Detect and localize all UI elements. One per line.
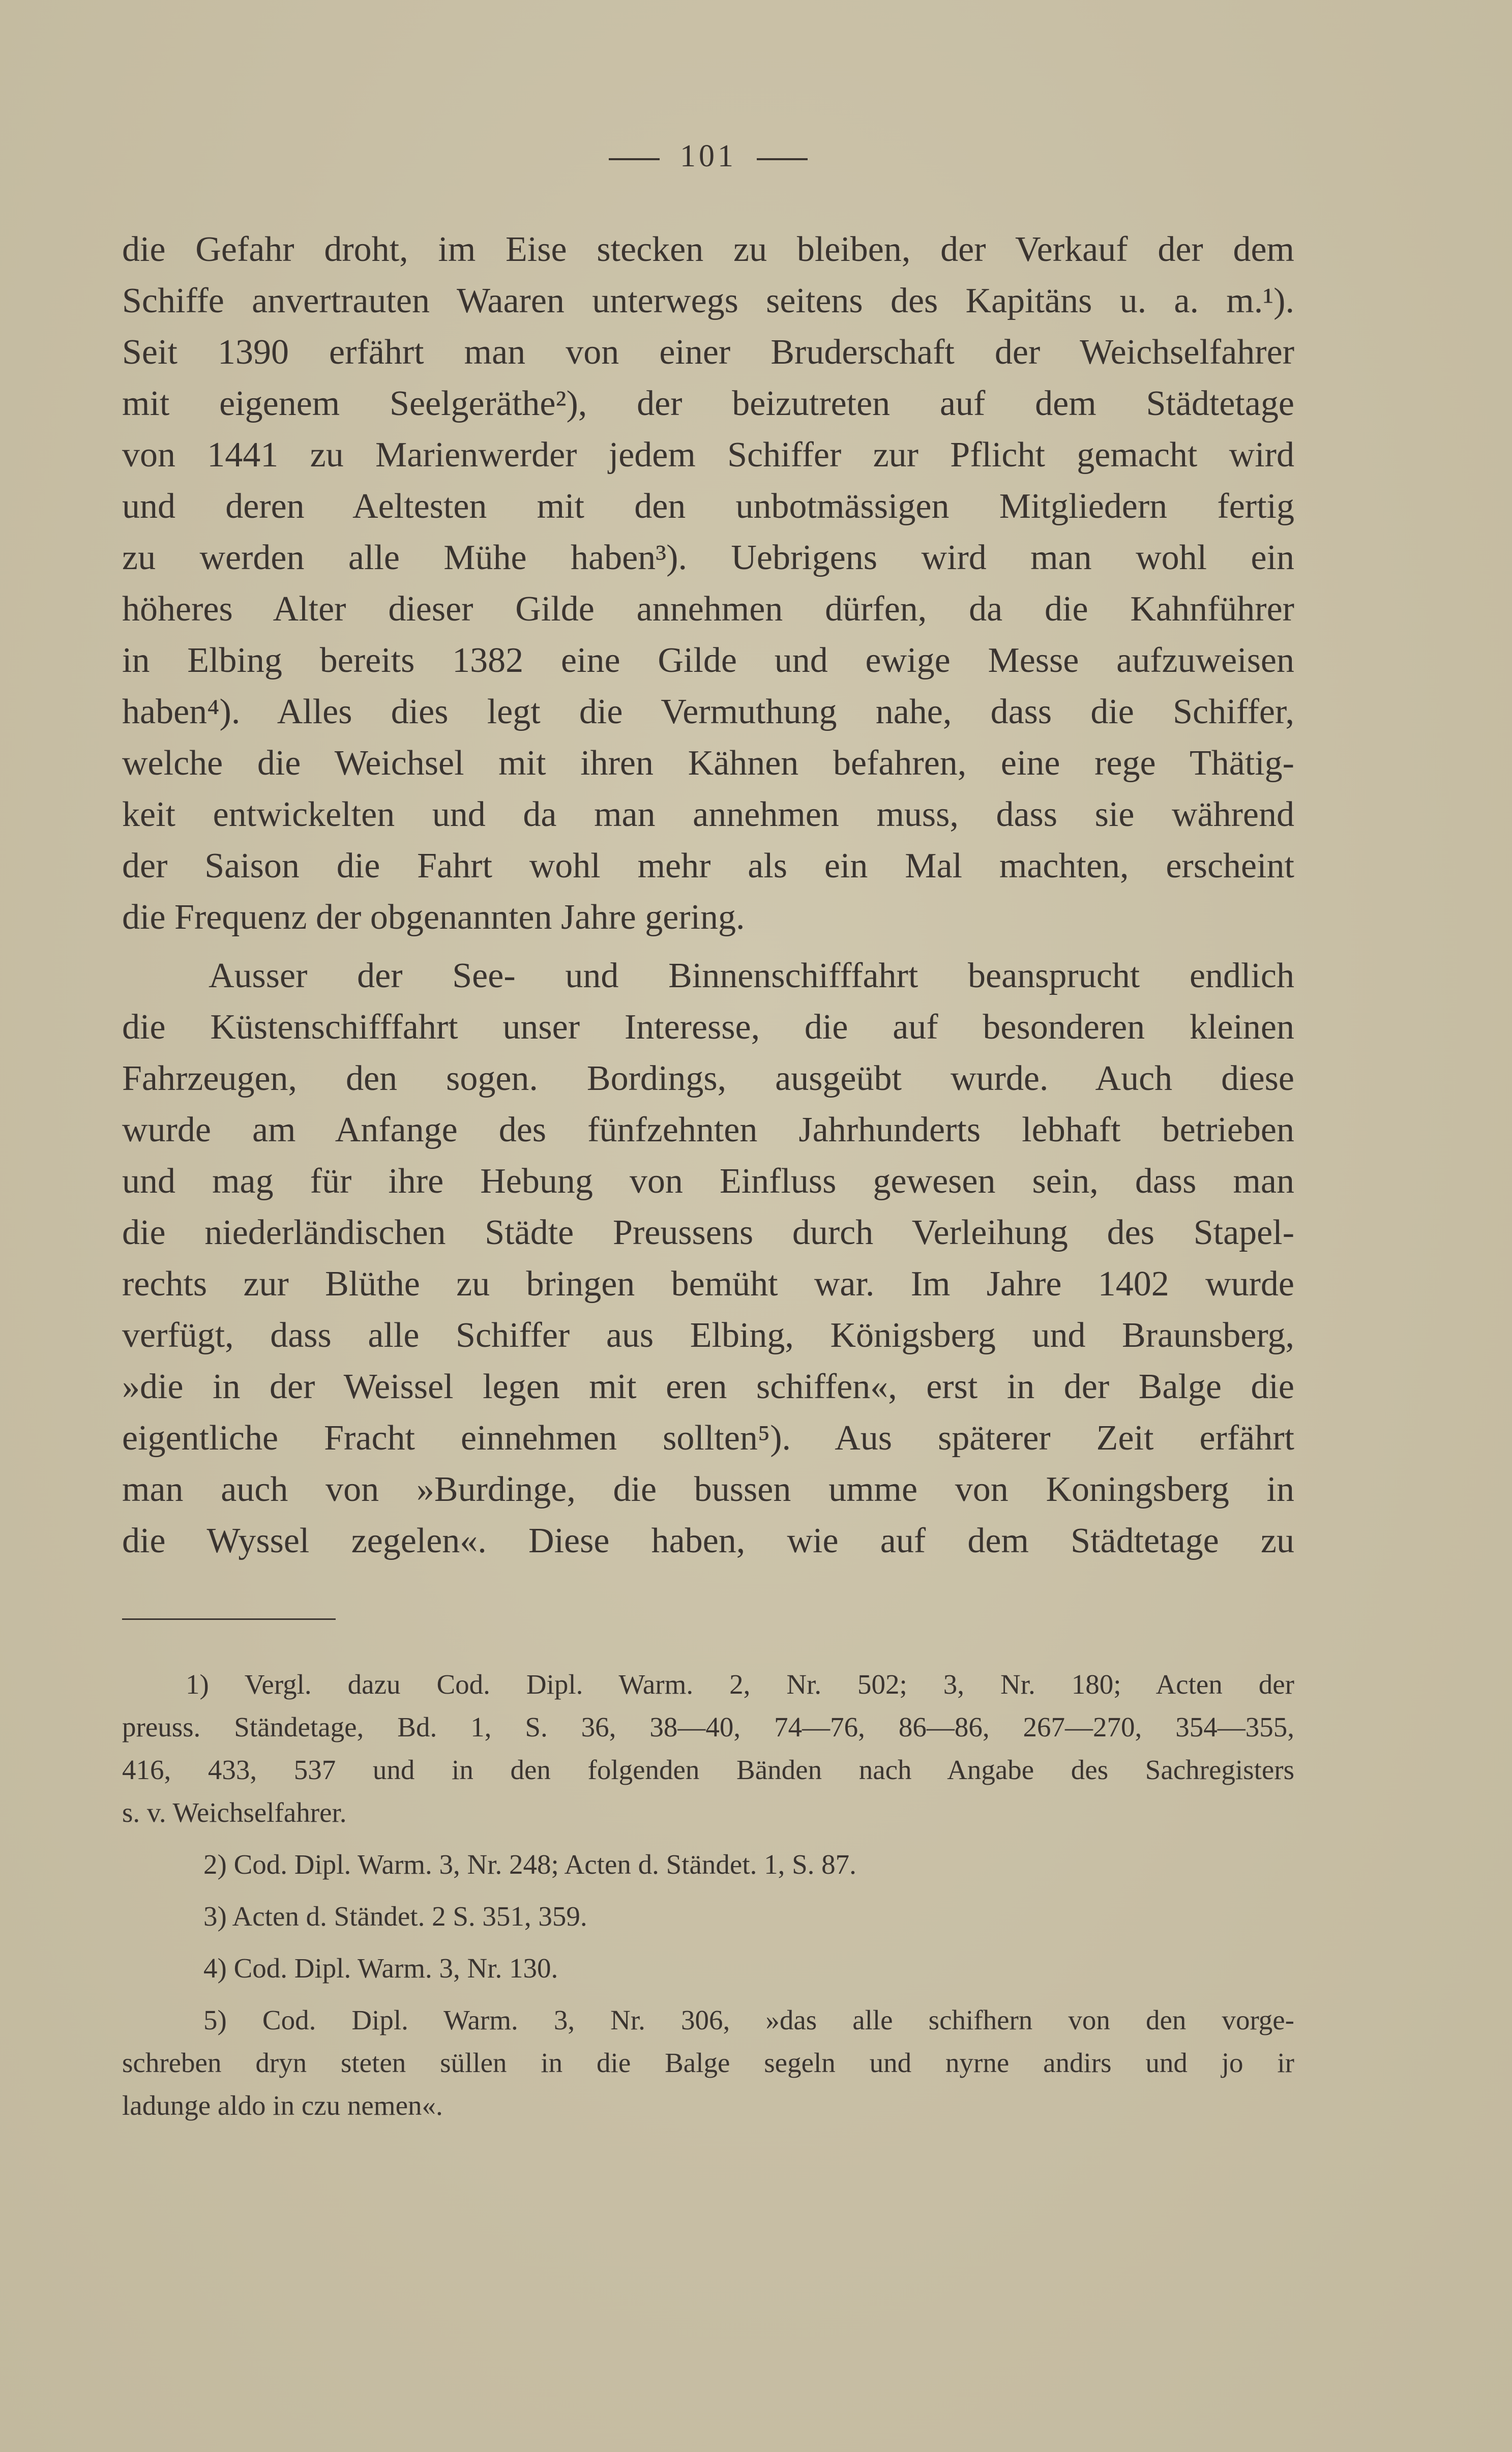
text-line: der Saison die Fahrt wohl mehr als ein Mal machten, erscheint bbox=[122, 846, 1294, 885]
paragraph bbox=[122, 224, 1294, 943]
footnote-4 bbox=[122, 1947, 1294, 1990]
footnote-line: 1) Vergl. dazu Cod. Dipl. Warm. 2, Nr. 502; 3, Nr. 180; Acten der bbox=[186, 1669, 1294, 1700]
footnote-5 bbox=[122, 1999, 1294, 2127]
footnote-2 bbox=[122, 1843, 1294, 1886]
header-dash-left bbox=[609, 158, 660, 160]
footnotes bbox=[122, 1663, 1294, 2136]
footnote-line: 4) Cod. Dipl. Warm. 3, Nr. 130. bbox=[203, 1953, 558, 1984]
text-line: von 1441 zu Marienwerder jedem Schiffer zur Pflicht gemacht wird bbox=[122, 435, 1294, 475]
text-line: zu werden alle Mühe haben³). Uebrigens wird man wohl ein bbox=[122, 538, 1294, 577]
footnote-divider bbox=[122, 1618, 336, 1620]
paragraph bbox=[122, 950, 1294, 1567]
text-line: die Frequenz der obgenannten Jahre gering. bbox=[122, 898, 745, 937]
text-line: die Gefahr droht, im Eise stecken zu bleiben, der Verkauf der dem bbox=[122, 230, 1294, 269]
text-line: eigentliche Fracht einnehmen sollten⁵). Aus späterer Zeit erfährt bbox=[122, 1419, 1294, 1458]
text-line: Ausser der See- und Binnenschifffahrt beansprucht endlich bbox=[209, 956, 1294, 995]
page-number: 101 bbox=[680, 139, 736, 173]
text-line: verfügt, dass alle Schiffer aus Elbing, Königsberg und Braunsberg, bbox=[122, 1316, 1294, 1355]
footnote-line: schreben dryn steten süllen in die Balge segeln und nyrne andirs und jo ir bbox=[122, 2047, 1294, 2078]
footnote-line: s. v. Weichselfahrer. bbox=[122, 1797, 347, 1828]
text-line: Schiffe anvertrauten Waaren unterwegs seitens des Kapitäns u. a. m.¹). bbox=[122, 281, 1294, 320]
footnote-line: 5) Cod. Dipl. Warm. 3, Nr. 306, »das alle schifhern von den vorge- bbox=[203, 2004, 1294, 2035]
text-line: haben⁴). Alles dies legt die Vermuthung nahe, dass die Schiffer, bbox=[122, 692, 1294, 731]
text-line: Seit 1390 erfährt man von einer Bruderschaft der Weichselfahrer bbox=[122, 333, 1294, 372]
text-line: »die in der Weissel legen mit eren schiffen«, erst in der Balge die bbox=[122, 1367, 1294, 1406]
footnote-line: ladunge aldo in czu nemen«. bbox=[122, 2090, 443, 2121]
footnote-3 bbox=[122, 1895, 1294, 1938]
body-text bbox=[122, 224, 1294, 1567]
header-dash-right bbox=[757, 158, 808, 160]
text-line: und mag für ihre Hebung von Einfluss gewesen sein, dass man bbox=[122, 1162, 1294, 1201]
text-line: in Elbing bereits 1382 eine Gilde und ewige Messe aufzuweisen bbox=[122, 641, 1294, 680]
footnote-line: 2) Cod. Dipl. Warm. 3, Nr. 248; Acten d. Ständet. 1, S. 87. bbox=[203, 1849, 856, 1880]
text-line: wurde am Anfange des fünfzehnten Jahrhunderts lebhaft betrieben bbox=[122, 1110, 1294, 1149]
footnote-line: 416, 433, 537 und in den folgenden Bänden nach Angabe des Sachregisters bbox=[122, 1754, 1294, 1785]
text-line: die Küstenschifffahrt unser Interesse, die auf besonderen kleinen bbox=[122, 1008, 1294, 1047]
text-line: keit entwickelten und da man annehmen muss, dass sie während bbox=[122, 795, 1294, 834]
text-line: höheres Alter dieser Gilde annehmen dürfen, da die Kahnführer bbox=[122, 589, 1294, 629]
text-line: man auch von »Burdinge, die bussen umme von Koningsberg in bbox=[122, 1470, 1294, 1509]
footnote-line: preuss. Ständetage, Bd. 1, S. 36, 38—40, 74—76, 86—86, 267—270, 354—355, bbox=[122, 1711, 1294, 1742]
text-line: und deren Aeltesten mit den unbotmässigen Mitgliedern fertig bbox=[122, 487, 1294, 526]
text-line: Fahrzeugen, den sogen. Bordings, ausgeübt wurde. Auch diese bbox=[122, 1059, 1294, 1098]
text-line: mit eigenem Seelgeräthe²), der beizutreten auf dem Städtetage bbox=[122, 384, 1294, 423]
text-line: welche die Weichsel mit ihren Kähnen befahren, eine rege Thätig- bbox=[122, 744, 1294, 783]
footnote-1 bbox=[122, 1663, 1294, 1834]
text-line: rechts zur Blüthe zu bringen bemüht war. Im Jahre 1402 wurde bbox=[122, 1264, 1294, 1304]
footnote-line: 3) Acten d. Ständet. 2 S. 351, 359. bbox=[203, 1901, 587, 1932]
text-line: die niederländischen Städte Preussens durch Verleihung des Stapel- bbox=[122, 1213, 1294, 1252]
text-line: die Wyssel zegelen«. Diese haben, wie auf dem Städtetage zu bbox=[122, 1521, 1294, 1560]
page-header bbox=[122, 138, 1294, 174]
